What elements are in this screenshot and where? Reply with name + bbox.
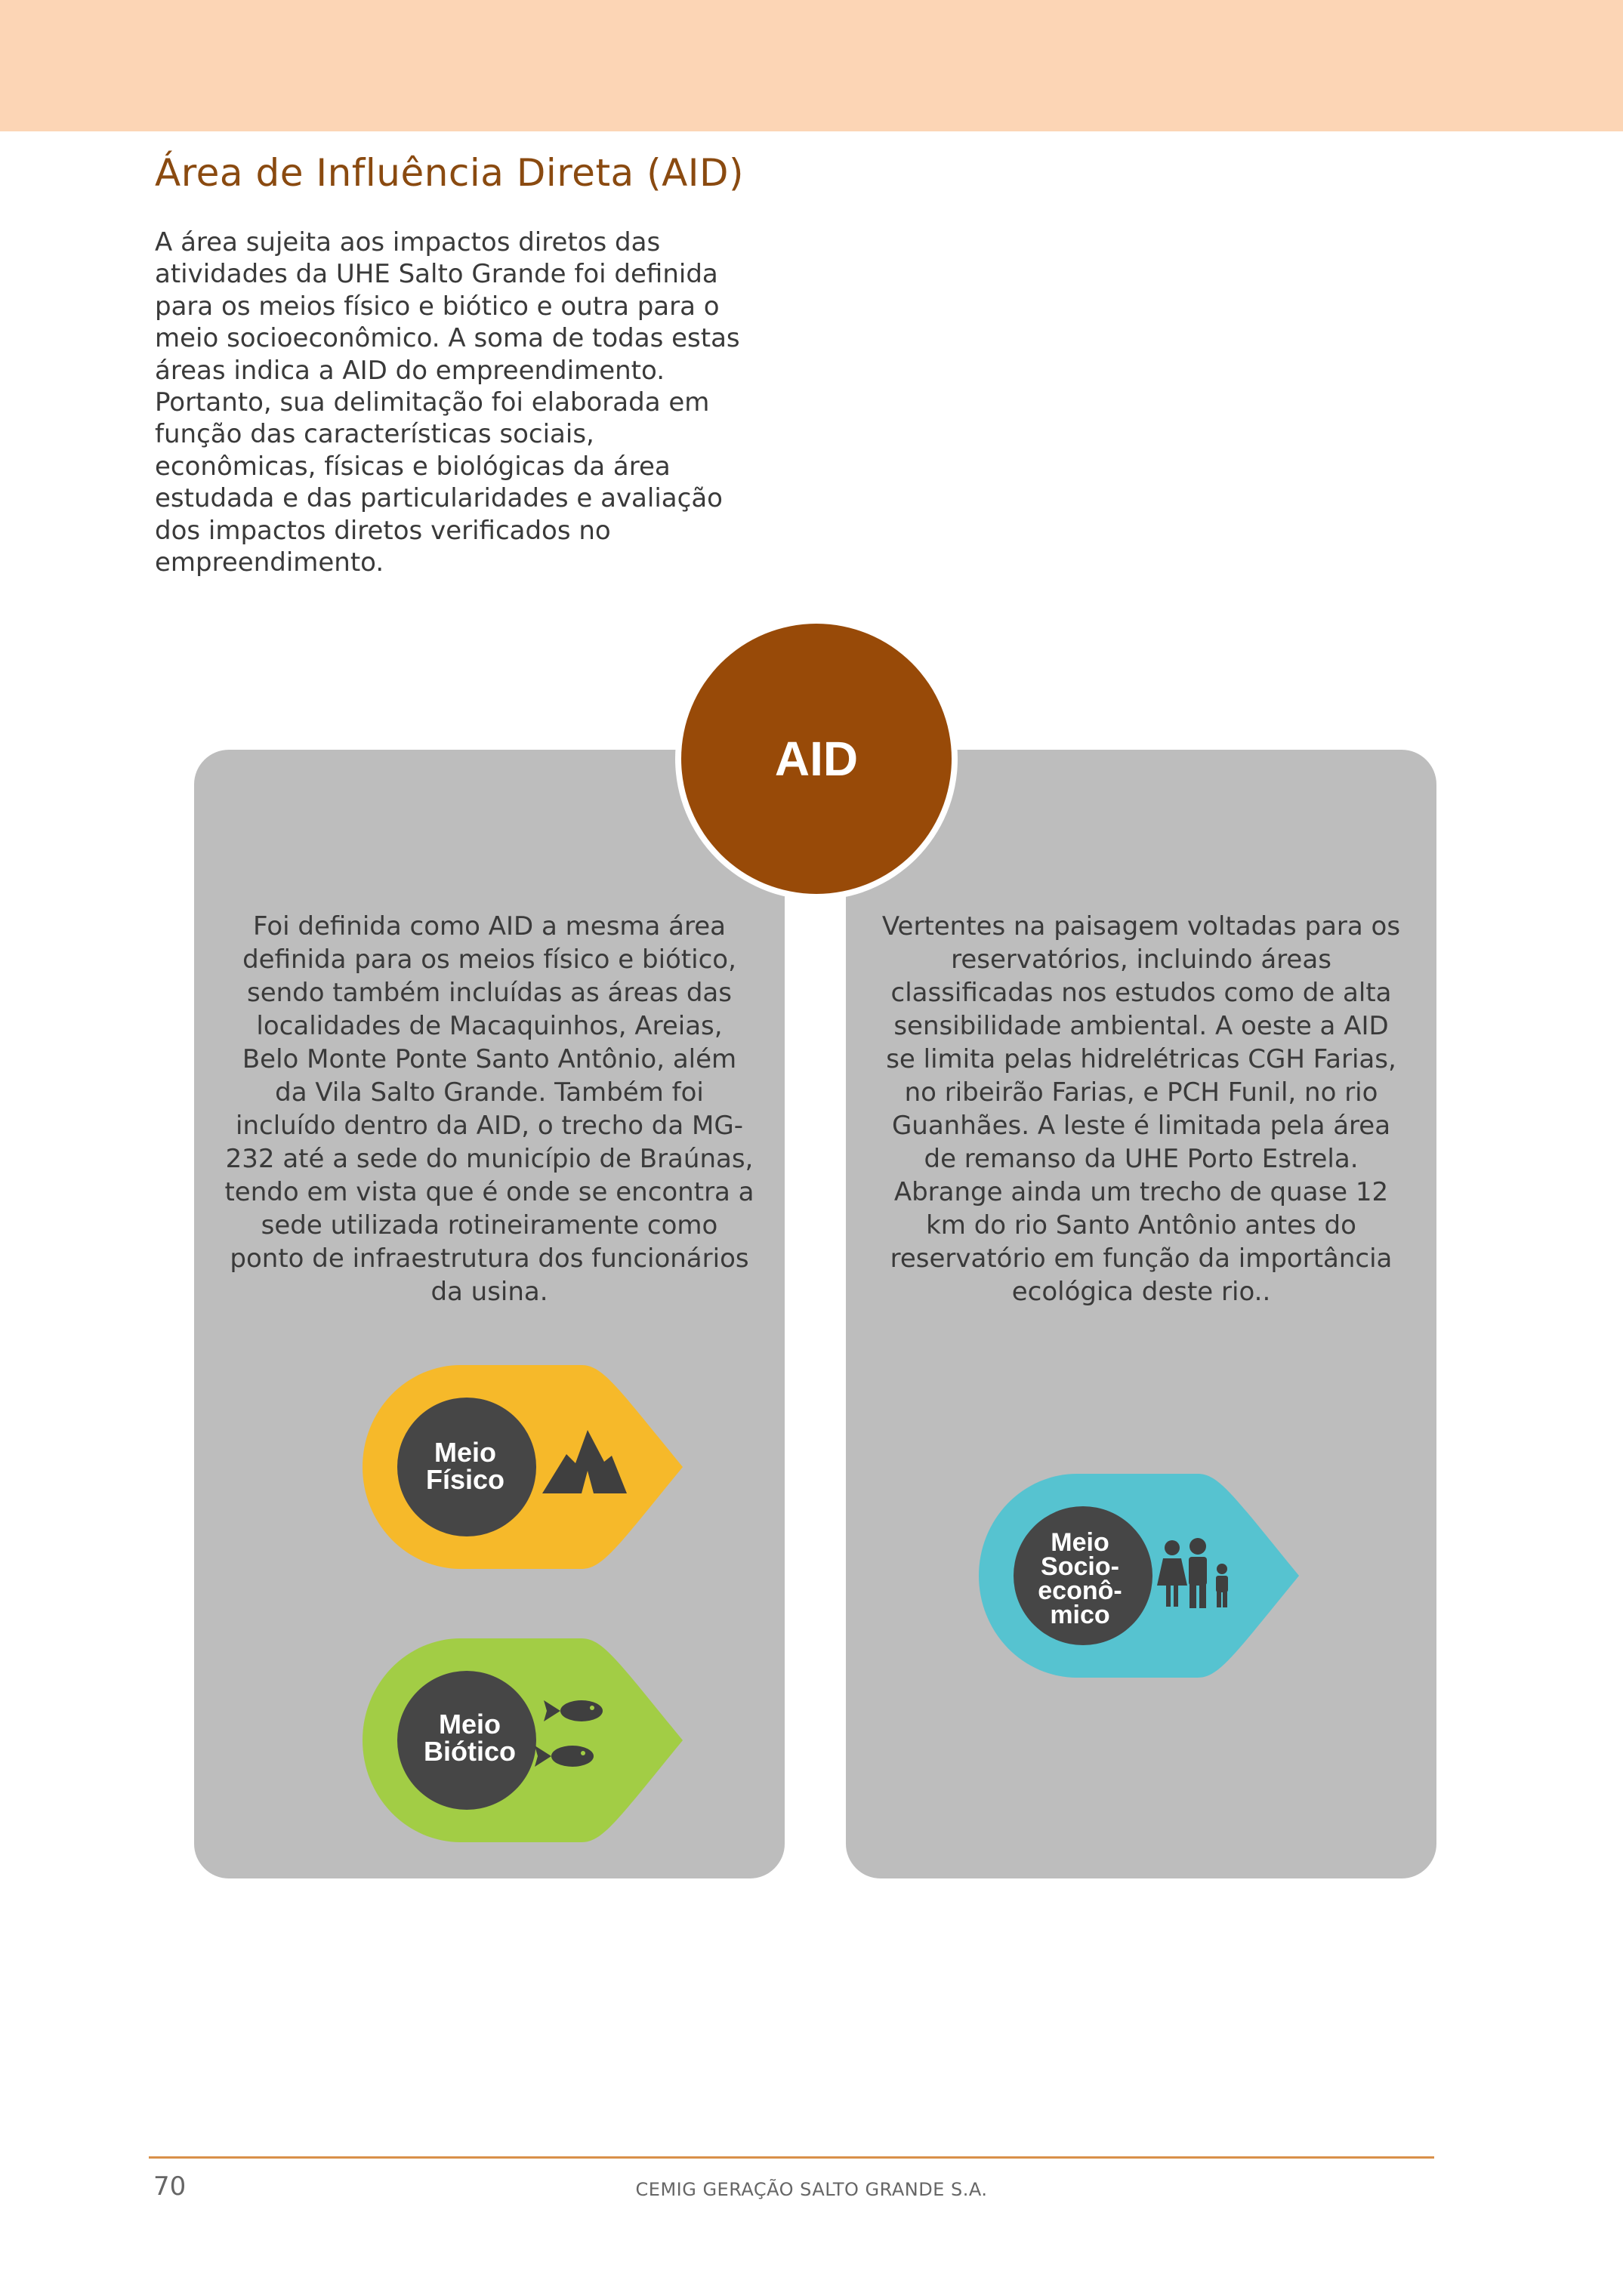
socio-line3: econô- xyxy=(1038,1576,1122,1605)
page-number: 70 xyxy=(153,2171,187,2202)
section-title: Área de Influência Direta (AID) xyxy=(155,151,745,195)
footer-divider xyxy=(149,2156,1434,2159)
right-panel-text: Vertentes na paisagem voltadas para os reservatórios, incluindo áreas classificadas nos estudos como de alta sensibilidade ambiental. A oeste a AID se limita pelas hidrelétricas CGH Farias, no ribeirão Farias, e PCH Funil, no rio Guanhães. A leste é limitada pela área de remanso da UHE Porto Estrela. Abrange ainda um trecho de quase 12 km do rio Santo Antônio antes do reservatório em função da importância ecológica deste rio.. xyxy=(881,911,1401,1307)
fisico-line1: Meio xyxy=(434,1437,497,1468)
socio-line2: Socio- xyxy=(1041,1552,1119,1581)
socio-line4: mico xyxy=(1050,1601,1110,1629)
footer-company: CEMIG GERAÇÃO SALTO GRANDE S.A. xyxy=(635,2179,988,2200)
socio-line1: Meio xyxy=(1051,1528,1109,1557)
meio-fisico-badge xyxy=(363,1365,683,1569)
intro-paragraph: A área sujeita aos impactos diretos das atividades da UHE Salto Grande foi definida para os meios físico e biótico e outra para o meio socioeconômico. A soma de todas estas áreas indica a AID do empreendimento. Portanto, sua delimitação foi elaborada em função das características sociais, econômicas, físicas e biológicas da área estudada e das particularidades e avaliação dos impactos diretos verificados no empreendimento. xyxy=(155,227,740,578)
meio-biotico-badge xyxy=(363,1638,683,1842)
biotico-line2: Biótico xyxy=(424,1736,516,1767)
right-panel xyxy=(846,750,1436,1878)
left-panel-text: Foi definida como AID a mesma área definida para os meios físico e biótico, sendo também incluídas as áreas das localidades de Macaquinhos, Areias, Belo Monte Ponte Santo Antônio, além da Vila Salto Grande. Também foi incluído dentro da AID, o trecho da MG-232 até a sede do município de Braúnas, tendo em vista que é onde se encontra a sede utilizada rotineiramente como ponto de infraestrutura dos funcionários da usina. xyxy=(224,911,754,1307)
meio-socioeconomico-badge xyxy=(979,1474,1299,1678)
aid-circle xyxy=(675,618,958,900)
biotico-line1: Meio xyxy=(438,1709,501,1740)
aid-label: AID xyxy=(774,732,859,786)
header-band xyxy=(0,0,1623,131)
fisico-line2: Físico xyxy=(425,1464,505,1495)
